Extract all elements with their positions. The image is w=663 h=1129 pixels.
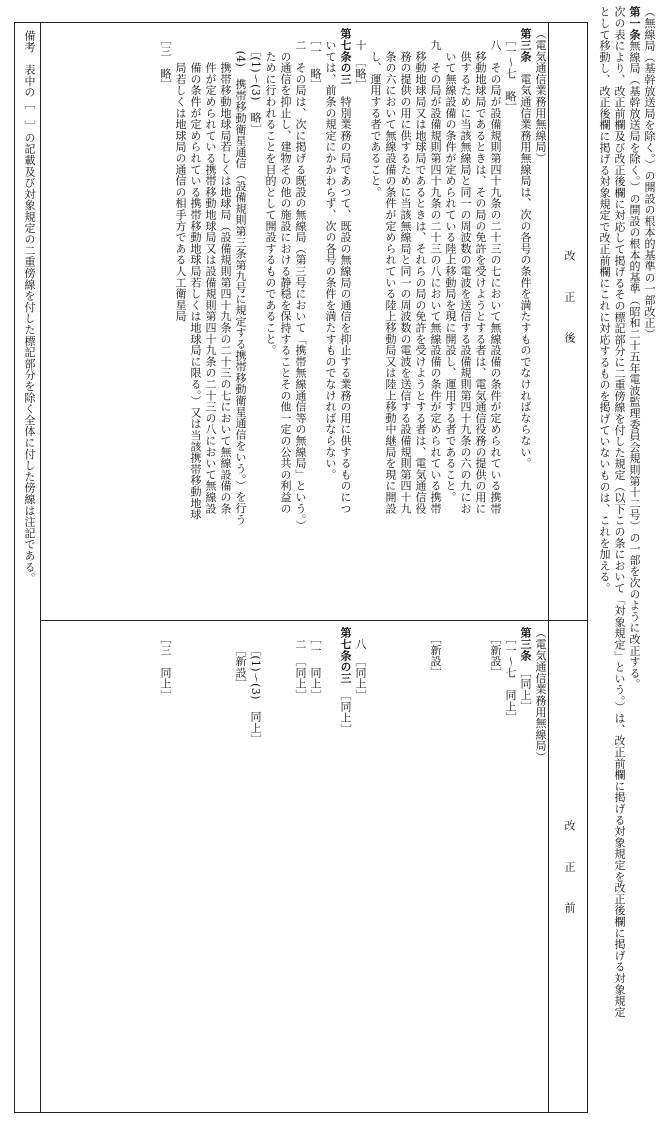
before-line-03: ［一～七 同上］ (504, 627, 517, 724)
after-line-18: の通信を抑止し、建物その他の施設における静穏を保持することその他一定の公共の利益の (279, 28, 292, 514)
after-line-20: ［(1)～(3) 略］ (249, 28, 262, 135)
after-line-10: 務の提供の用に供するために当該無線局と同一の周波数の電波を送信する設備規則第四十九 (399, 28, 412, 514)
article-label: 第一条 (628, 6, 641, 40)
after-line-04: 八 その局が設備規則第四十九条の二十三の七において無線設備の条件が定められている携帯 (489, 28, 502, 514)
after-line-01: （電気通信業務用無線局） (534, 28, 547, 164)
after-line-16: ［一 略］ (309, 28, 322, 91)
heading-title: （無線局（基幹放送局を除く。）の開設の根本的基準の一部改正） (643, 6, 656, 340)
remark-text: 表中の［ ］の記載及び対象規定の二重傍線を付した標記部分を除く全体に付した傍線は注記である。 (23, 52, 36, 584)
before-line-04: ［新設］ (489, 627, 502, 678)
before-line-20: ［(1)～(3) 同上］ (249, 627, 262, 745)
table-top-border (14, 22, 588, 23)
after-line-11: 条の六において無線設備の条件が定められている陸上移動局又は陸上移動中継局を現に開設 (384, 28, 397, 514)
before-line-14: 第七条の三 ［同上］ (339, 627, 352, 735)
heading-line-1 (627, 6, 642, 690)
after-line-25: 局若しくは地球局の通信の相手方である人工衛星局 (174, 28, 187, 322)
before-line-02: 第三条 ［同上］ (519, 627, 532, 712)
before-after-divider (40, 620, 588, 621)
after-line-19: ために行われることを目的として開設するものであること。 (264, 28, 277, 356)
intro-line-1: 無線局（基幹放送局を除く。）の開設の根本的基準（昭和二十五年電波監理委員会規則第十二号）の一部を次のように改正する。 (628, 39, 641, 690)
before-line-16: ［一 同上］ (309, 627, 322, 701)
after-line-05: 移動地球局であるときは、その局の免許を受けようとする者は、電気通信役務の提供の用に (474, 28, 487, 514)
after-line-12: し、運用する者であること。 (369, 28, 382, 198)
before-line-13: 八 ［同上］ (354, 627, 367, 701)
table-bottom-border (14, 1112, 588, 1113)
after-line-14: 第七条の三 特別業務の局であつて、既設の無線局の通信を抑止する業務の用に供するものにつ (339, 28, 352, 514)
column-header-before: 改正前 (563, 820, 576, 943)
after-line-26: ［三 略］ (159, 28, 172, 91)
after-line-24: 備の条件が定められている携帯移動地球局若しくは地球局に限る。）又は当該携帯移動地球 (189, 28, 202, 520)
table-left-border (14, 22, 15, 1113)
after-line-02: 第三条 電気通信業務用無線局は、次の各号の条件を満たすものでなければならない。 (519, 28, 532, 469)
remark-column-divider (40, 22, 41, 1113)
before-line-26: ［三 同上］ (159, 627, 172, 701)
after-line-21: (4) 携帯移動衛星通信（設備規則第三条第九号に規定する携帯移動衛星通信をいう。）を行う (234, 28, 247, 525)
column-header-after: 改正後 (563, 250, 576, 373)
after-line-09: 移動地球局又は地球局であるときは、それらの局の免許を受けようとする者は、電気通信役 (414, 28, 427, 514)
remark-label: 備考 (23, 30, 36, 53)
before-line-01: （電気通信業務用無線局） (534, 627, 547, 763)
after-line-07: いて無線設備の条件が定められている陸上移動局を現に開設し、運用する者であること。 (444, 28, 457, 503)
after-line-17: 二 その局は、次に掲げる既設の無線局（第三号において「携帯無線通信等の無線局」という。） (294, 28, 307, 531)
after-line-23: 件が定められている携帯移動地球局又は設備規則第四十九条の二十三の八において無線設 (204, 28, 217, 514)
after-line-03: ［一～七 略］ (504, 28, 517, 113)
before-line-21: ［新設］ (234, 627, 247, 690)
after-line-13: 十 ［略］ (354, 28, 367, 91)
intro-line-3: として移動し、改正後欄に掲げる対象規定で改正前欄にこれに対応するものを掲げていないものは、これを加える。 (598, 6, 611, 594)
after-line-15: いては、前条の規定にかかわらず、次の各号の条件を満たすものでなければならない。 (324, 28, 337, 480)
table-right-border (587, 22, 588, 1113)
before-line-17: 二 ［同上］ (294, 627, 307, 701)
intro-line-2: 次の表により、改正前欄及び改正後欄に対応して掲げるその標記部分に二重傍線を付した規定（以下この条において「対象規定」という。）は、改正前欄に掲げる対象規定を改正後欄に掲げる対象規定 (613, 6, 626, 1018)
after-line-06: 供するために当該無線局と同一の周波数の電波を送信する設備規則第四十九条の六の九にお (459, 28, 472, 514)
before-line-08: ［新設］ (429, 627, 442, 678)
remark-line (22, 30, 37, 584)
after-line-08: 九 その局が設備規則第四十九条の二十三の八において無線設備の条件が定められている携帯 (429, 28, 442, 514)
header-column-divider (548, 22, 549, 1113)
after-line-22: 携帯移動地球局若しくは地球局（設備規則第四十九条の二十三の七において無線設備の条 (219, 28, 232, 514)
